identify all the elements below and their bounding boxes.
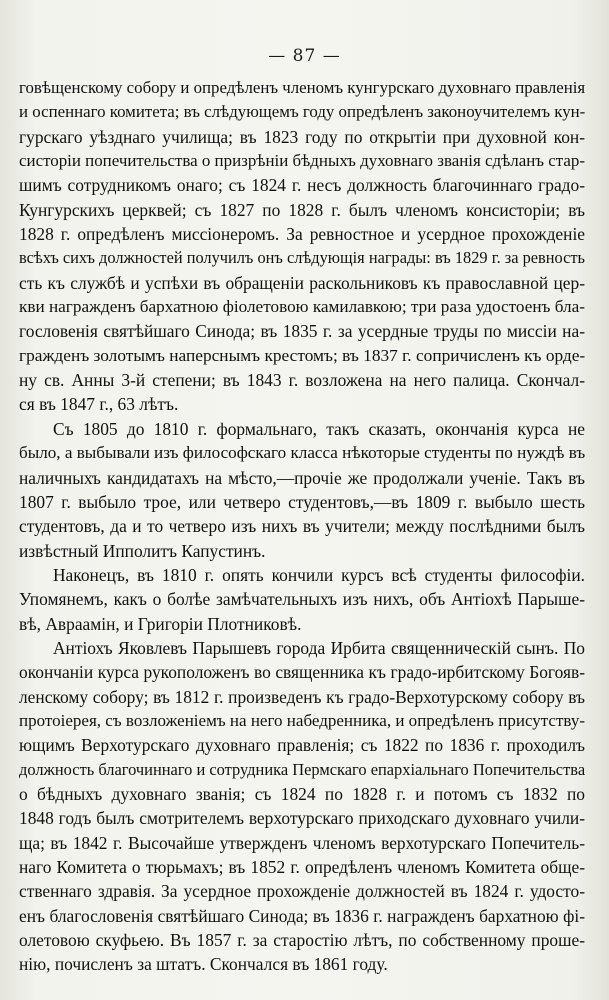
text-line: кви награжденъ бархатною фіолетовою камилавкою; три раза удостоенъ бла- xyxy=(19,297,585,317)
text-line: протоіерея, съ возложеніемъ на него набедренника, и опредѣленъ присутству- xyxy=(19,710,586,730)
text-line: извѣстный Ипполитъ Капустинъ. xyxy=(19,540,266,561)
text-line: ся въ 1847 г., 63 лѣтъ. xyxy=(19,394,179,415)
text-line: 1807 г. выбыло трое, или четверо студентовъ,—въ 1809 г. выбыло шесть xyxy=(19,491,585,512)
text-line: Съ 1805 до 1810 г. формальнаго, такъ сказать, окончанія курса не xyxy=(53,418,585,439)
text-line: должность благочиннаго и сотрудника Пермскаго епархіальнаго Попечительства xyxy=(19,759,586,779)
text-line: нію, почисленъ за штатъ. Скончался въ 1861 году. xyxy=(19,954,388,975)
text-line: сть къ службѣ и успѣхи въ обращеніи раскольниковъ къ православной цер- xyxy=(19,272,585,293)
text-line: ленскому собору; въ 1812 г. произведенъ къ градо-Верхотурскому собору въ xyxy=(19,686,585,707)
text-line: говѣщенскому собору и опредѣленъ членомъ кунгурскаго духовнаго правленія xyxy=(19,78,586,97)
text-line: наличныхъ кандидатахъ на мѣсто,—прочіе же продолжали ученіе. Такъ въ xyxy=(19,467,585,488)
text-line: всѣхъ сихъ должностей получилъ онъ слѣдующія награды: въ 1829 г. за ревность xyxy=(19,248,585,268)
text-line: Кунгурскихъ церквей; съ 1827 по 1828 г. былъ членомъ консисторіи; въ xyxy=(19,199,585,220)
body-text xyxy=(19,76,585,977)
text-line: гражденъ золотымъ наперснымъ крестомъ; въ 1837 г. сопричисленъ къ орде- xyxy=(19,345,586,365)
text-line: ну св. Анны 3-й степени; въ 1843 г. возложена на него палица. Скончал- xyxy=(19,370,585,391)
text-line: гословенія святѣйшаго Синода; въ 1835 г. за усердные труды по миссіи на- xyxy=(19,321,585,342)
text-line: ща; въ 1842 г. Высочайше утвержденъ членомъ верхотурскаго Попечитель- xyxy=(19,832,585,853)
text-line: енъ благословенія святѣйшаго Синода; въ 1836 г. награжденъ бархатною фі- xyxy=(19,905,585,926)
paragraph xyxy=(19,636,585,977)
text-line: и оспеннаго комитета; въ слѣдующемъ году опредѣленъ законоучителемъ кун- xyxy=(19,102,586,122)
paragraph xyxy=(19,76,585,417)
text-line: Наконецъ, въ 1810 г. опять кончили курсъ всѣ студенты философіи. xyxy=(53,564,585,585)
text-line: о бѣдныхъ духовнаго званія; съ 1824 по 1828 г. и потомъ съ 1832 по xyxy=(19,783,585,804)
paragraph xyxy=(19,563,585,636)
text-line: вѣ, Авраамін, и Григоріи Плотниковѣ. xyxy=(19,613,302,634)
text-line: шимъ сотрудникомъ онаго; съ 1824 г. несъ должность благочиннаго градо- xyxy=(19,175,585,196)
text-line: окончаніи курса рукоположенъ во священника къ градо-ирбитскому Богояв- xyxy=(19,662,585,683)
text-line: было, а выбывали изъ философскаго класса нѣкоторые студенты по нуждѣ въ xyxy=(19,443,586,463)
text-line: 1828 г. опредѣленъ миссіонеромъ. За ревностное и усердное прохожденіе xyxy=(19,224,585,245)
text-line: гурскаго уѣзднаго училища; въ 1823 году по открытіи при духовной кон- xyxy=(19,126,585,147)
text-line: 1848 годъ былъ смотрителемъ верхотурскаго приходскаго духовнаго учили- xyxy=(19,808,585,829)
text-line: Упомянемъ, какъ о болѣе замѣчательныхъ изъ нихъ, объ Антіохѣ Парыше- xyxy=(19,589,585,610)
page-number: — 87 — xyxy=(268,46,341,66)
text-line: студентовъ, да и то четверо изъ нихъ въ учители; между послѣдними былъ xyxy=(19,516,585,537)
text-line: систоріи попечительства о призрѣніи бѣдныхъ духовнаго званія сдѣланъ стар- xyxy=(19,151,586,171)
text-line: наго Комитета о тюрьмахъ; въ 1852 г. опредѣленъ членомъ Комитета обще- xyxy=(19,857,585,877)
text-line: ющимъ Верхотурскаго духовнаго правленія; съ 1822 по 1836 г. проходилъ xyxy=(19,735,585,756)
text-line: Антіохъ Яковлевъ Парышевъ города Ирбита священническій сынъ. По xyxy=(53,637,585,658)
paragraph xyxy=(19,417,585,563)
text-line: ственнаго здравія. За усердное прохожденіе должностей въ 1824 г. удосто- xyxy=(19,881,585,902)
text-line: олетовою скуфьею. Въ 1857 г. за старостію лѣтъ, по собственному проше- xyxy=(19,930,585,951)
